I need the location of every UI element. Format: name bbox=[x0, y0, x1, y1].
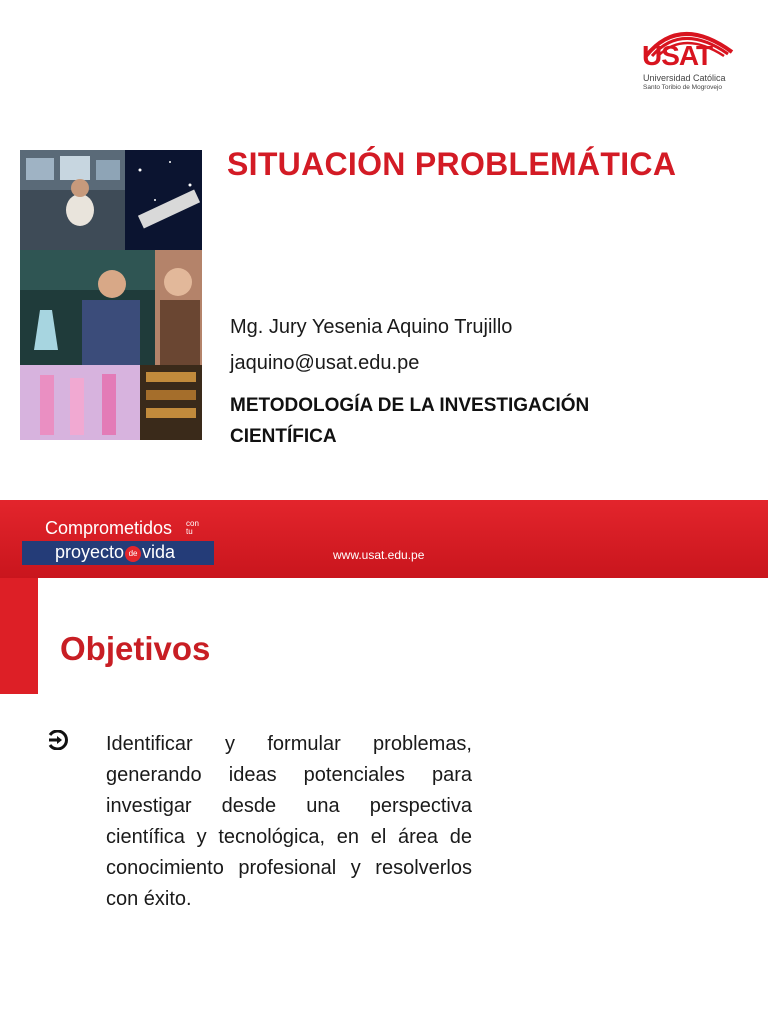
tagline-box bbox=[22, 541, 214, 565]
collage-image bbox=[20, 150, 202, 440]
logo-subtitle-small: Santo Toribio de Mogrovejo bbox=[643, 84, 723, 91]
objective-text: Identificar y formular problemas, generando ideas potenciales para investigar desde una perspectiva científica y tecnológica, en el área de conocimiento profesional y resolverlos con éxito. bbox=[106, 733, 472, 910]
objectives-slide bbox=[0, 578, 768, 1024]
author-name: Mg. Jury Yesenia Aquino Trujillo bbox=[230, 316, 513, 338]
accent-bar bbox=[0, 578, 38, 694]
logo-brand: USAT bbox=[642, 40, 713, 71]
course-name: METODOLOGÍA DE LA INVESTIGACIÓN CIENTÍFICA bbox=[230, 395, 590, 447]
logo-subtitle: Universidad Católica bbox=[643, 73, 726, 83]
tagline-de-badge: de bbox=[125, 546, 141, 562]
slide-title: SITUACIÓN PROBLEMÁTICA bbox=[227, 146, 677, 182]
tagline-small bbox=[186, 520, 199, 536]
author-email: jaquino@usat.edu.pe bbox=[230, 352, 420, 374]
tagline-comprometidos: Comprometidos bbox=[45, 518, 173, 538]
arrow-right-circle-icon bbox=[47, 730, 69, 750]
usat-logo bbox=[640, 18, 735, 98]
science-photo-collage bbox=[20, 150, 202, 440]
tagline-proyecto: proyecto bbox=[55, 542, 125, 562]
tagline-con: con bbox=[186, 519, 199, 528]
footer-band bbox=[0, 500, 768, 578]
objectives-title: Objetivos bbox=[60, 630, 211, 667]
tagline-vida: vida bbox=[142, 542, 176, 562]
tagline-tu: tu bbox=[186, 527, 193, 536]
website-link[interactable]: www.usat.edu.pe bbox=[333, 548, 425, 562]
tagline-proyecto-de-vida bbox=[55, 542, 175, 563]
